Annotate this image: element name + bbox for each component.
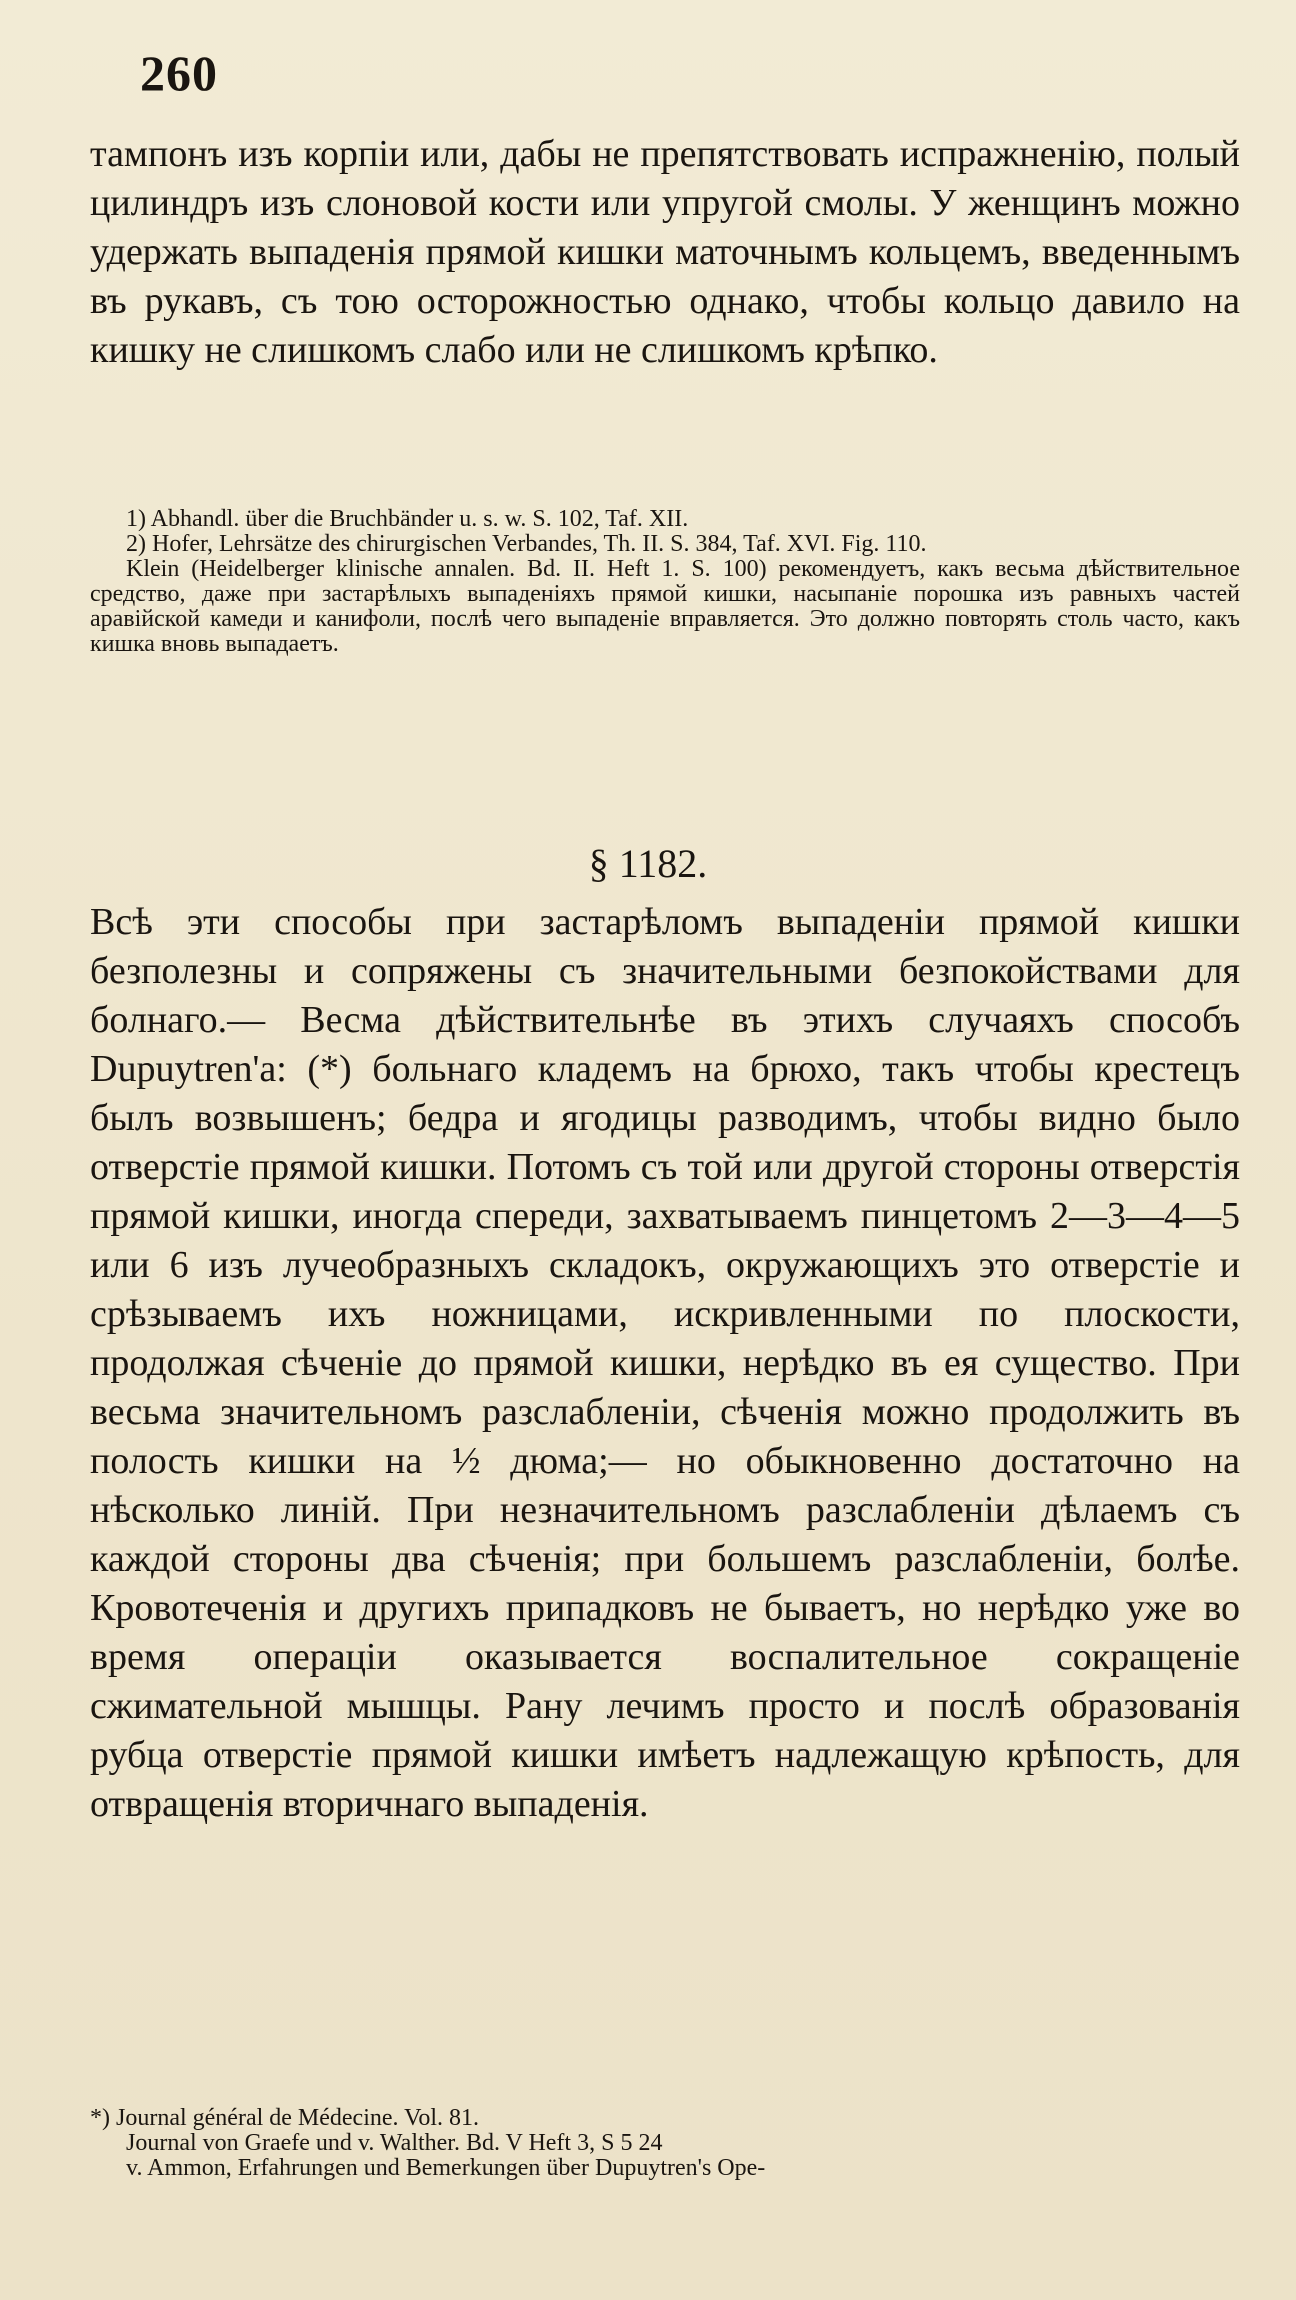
footnote-klein: Klein (Heidelberger klinische annalen. Bd. II. Heft 1. S. 100) рекомендуетъ, какъ весьма дѣйствительное средство, даже при застарѣлыхъ выпаденіяхъ прямой кишки, насыпаніе порошка изъ равныхъ частей аравійской камеди и канифоли, послѣ чего выпаденіе вправляется. Это должно повторять столь часто, какъ кишка вновь выпадаетъ. bbox=[90, 556, 1240, 657]
footnote-journal-graefe: Journal von Graefe und v. Walther. Bd. V Heft 3, S 5 24 bbox=[126, 2130, 663, 2156]
footnote-2: 2) Hofer, Lehrsätze des chirurgischen Verbandes, Th. II. S. 384, Taf. XVI. Fig. 110. bbox=[126, 531, 927, 557]
footnote-journal-general: *) Journal général de Médecine. Vol. 81. bbox=[90, 2105, 480, 2131]
page-number: 260 bbox=[140, 45, 218, 101]
footnote-ammon: v. Ammon, Erfahrungen und Bemerkungen über Dupuytren's Ope- bbox=[126, 2155, 766, 2181]
body-paragraph-top: тампонъ изъ корпіи или, дабы не препятствовать испражненію, полый цилиндръ изъ слоновой кости или упругой смолы. У женщинъ можно удержать выпаденія прямой кишки маточнымъ кольцемъ, введеннымъ въ рукавъ, съ тою осторожностью однако, чтобы кольцо давило на кишку не слишкомъ слабо или не слишкомъ крѣпко. bbox=[90, 133, 1240, 371]
section-paragraph: Всѣ эти способы при застарѣломъ выпаденіи прямой кишки безполезны и сопряжены съ значительными безпокойствами для болнаго.— Весма дѣйствительнѣе въ этихъ случаяхъ способъ Dupuytren'а: (*) больнаго кладемъ на брюхо, такъ чтобы крестецъ былъ возвышенъ; бедра и ягодицы разводимъ, чтобы видно было отверстіе прямой кишки. Потомъ съ той или другой стороны отверстія прямой кишки, иногда спереди, захватываемъ пинцетомъ 2—3—4—5 или 6 изъ лучеобразныхъ складокъ, окружающихъ это отверстіе и срѣзываемъ ихъ ножницами, искривленными по плоскости, продолжая сѣченіе до прямой кишки, нерѣдко въ ея существо. При весьма значительномъ разслабленіи, сѣченія можно продолжить въ полость кишки на ½ дюма;— но обыкновенно достаточно на нѣсколько линій. При незначительномъ разслабленіи дѣлаемъ съ каждой стороны два сѣченія; при большемъ разслабленіи, болѣе. Кровотеченія и другихъ припадковъ не бываетъ, но нерѣдко уже во время операціи оказывается воспалительное сокращеніе сжимательной мышцы. Рану лечимъ просто и послѣ образованія рубца отверстіе прямой кишки имѣетъ надлежащую крѣпость, для отвращенія вторичнаго выпаденія. bbox=[90, 901, 1240, 1825]
section-heading: § 1182. bbox=[588, 841, 708, 886]
footnote-1: 1) Abhandl. über die Bruchbänder u. s. w. S. 102, Taf. XII. bbox=[126, 506, 689, 532]
footnotes-top bbox=[90, 507, 1240, 657]
footnotes-bottom bbox=[90, 2106, 1240, 2181]
